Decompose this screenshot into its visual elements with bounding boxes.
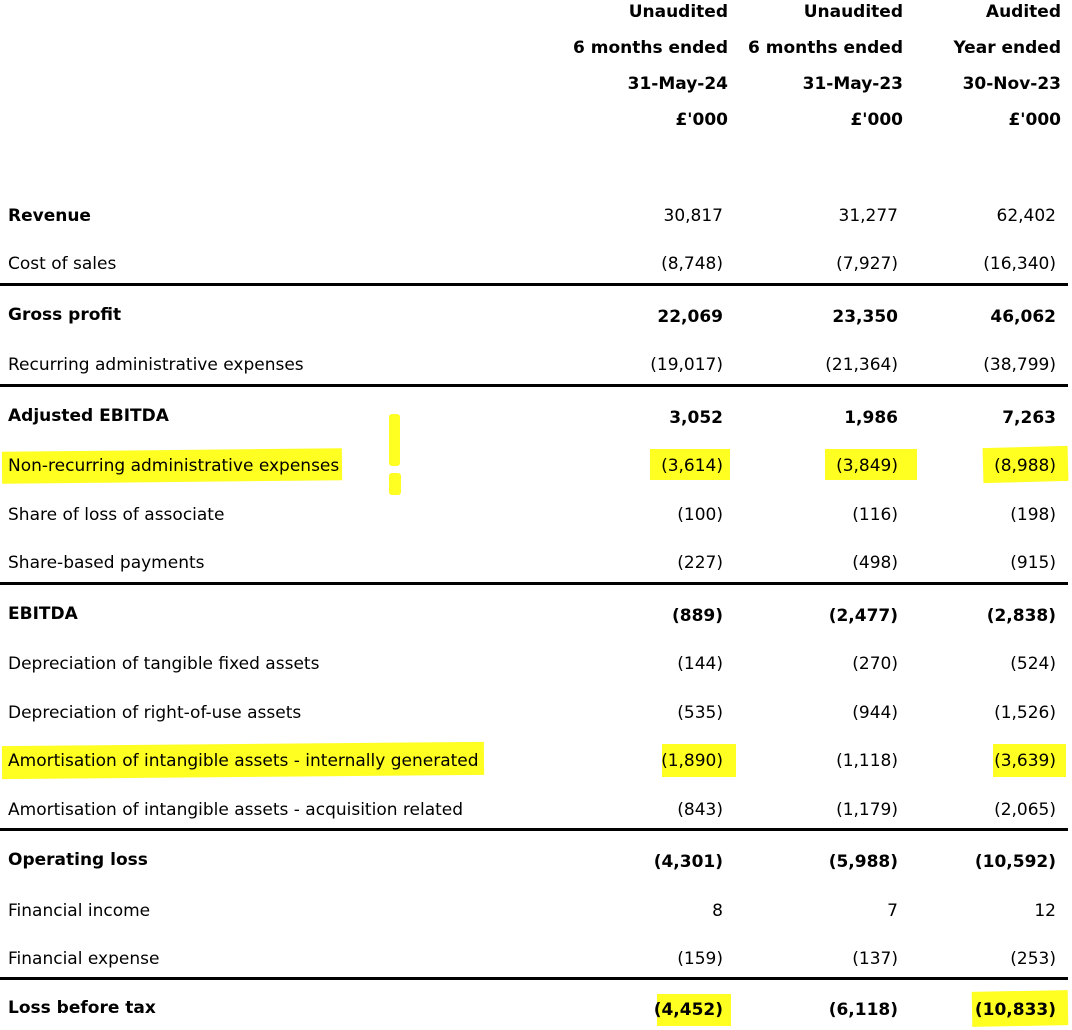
- value-col3: (3,639): [994, 751, 1056, 771]
- header-unit: £'000: [850, 110, 903, 130]
- value-col2: (498): [852, 553, 898, 573]
- value-col1: (843): [677, 800, 723, 820]
- value-col2: (6,118): [828, 1000, 898, 1020]
- rule-operating-loss: [0, 828, 1068, 831]
- value-col3: 7,263: [1002, 408, 1056, 428]
- row-label: Cost of sales: [8, 254, 117, 274]
- header-status: Unaudited: [628, 2, 728, 22]
- value-col1: 3,052: [669, 408, 723, 428]
- row-label: Depreciation of tangible fixed assets: [8, 654, 320, 674]
- value-col3: (1,526): [994, 703, 1056, 723]
- header-status: Unaudited: [803, 2, 903, 22]
- value-col2: (2,477): [828, 606, 898, 626]
- header-date: 31-May-24: [627, 74, 728, 94]
- rule-gross-profit: [0, 283, 1068, 286]
- value-col2: (5,988): [828, 852, 898, 872]
- header-status: Audited: [985, 2, 1061, 22]
- row-label: Financial expense: [8, 949, 160, 969]
- row-label: Loss before tax: [8, 998, 156, 1018]
- value-col1: (8,748): [661, 254, 723, 274]
- value-col2: 23,350: [832, 307, 898, 327]
- header-unit: £'000: [675, 110, 728, 130]
- header-period: 6 months ended: [572, 38, 728, 58]
- value-col2: 1,986: [844, 408, 898, 428]
- header-date: 31-May-23: [802, 74, 903, 94]
- row-label: Gross profit: [8, 305, 122, 325]
- header-period: 6 months ended: [747, 38, 903, 58]
- value-col3: (253): [1010, 949, 1056, 969]
- row-label: Financial income: [8, 901, 151, 921]
- value-col2: (7,927): [836, 254, 898, 274]
- value-col3: (2,065): [994, 800, 1056, 820]
- value-col3: (8,988): [994, 456, 1056, 476]
- value-col3: (38,799): [983, 355, 1056, 375]
- row-label: Amortisation of intangible assets - acquisition related: [8, 800, 464, 820]
- row-label: Recurring administrative expenses: [8, 355, 304, 375]
- value-col3: (16,340): [983, 254, 1056, 274]
- value-col1: (535): [677, 703, 723, 723]
- value-col1: (889): [671, 606, 723, 626]
- value-col1: 8: [712, 901, 723, 921]
- value-col2: (944): [852, 703, 898, 723]
- value-col3: 46,062: [990, 307, 1056, 327]
- value-col1: (19,017): [650, 355, 723, 375]
- value-col1: (3,614): [661, 456, 723, 476]
- value-col1: (159): [677, 949, 723, 969]
- value-col2: (116): [852, 505, 898, 525]
- value-col1: (1,890): [661, 751, 723, 771]
- value-col1: (4,301): [653, 852, 723, 872]
- value-col1: (4,452): [653, 1000, 723, 1020]
- value-col1: 30,817: [663, 206, 723, 226]
- row-label: EBITDA: [8, 604, 78, 624]
- value-col3: 12: [1034, 901, 1056, 921]
- value-col2: (3,849): [836, 456, 898, 476]
- value-col2: (1,118): [836, 751, 898, 771]
- value-col2: (137): [852, 949, 898, 969]
- value-col2: 31,277: [838, 206, 898, 226]
- value-col2: (1,179): [836, 800, 898, 820]
- value-col1: (144): [677, 654, 723, 674]
- header-period: Year ended: [953, 38, 1061, 58]
- rule-adjusted-ebitda: [0, 384, 1068, 387]
- header-date: 30-Nov-23: [962, 74, 1061, 94]
- highlight-mark-exclamation-bar: [389, 414, 400, 466]
- rule-ebitda: [0, 582, 1068, 585]
- header-unit: £'000: [1008, 110, 1061, 130]
- row-label: Revenue: [8, 206, 91, 226]
- value-col3: (915): [1010, 553, 1056, 573]
- row-label: Depreciation of right-of-use assets: [8, 703, 302, 723]
- row-label: Non-recurring administrative expenses: [8, 456, 340, 476]
- row-label: Amortisation of intangible assets - internally generated: [8, 751, 479, 771]
- value-col3: (524): [1010, 654, 1056, 674]
- value-col3: (2,838): [986, 606, 1056, 626]
- value-col2: 7: [887, 901, 898, 921]
- value-col1: (227): [677, 553, 723, 573]
- value-col3: (10,592): [974, 852, 1056, 872]
- value-col3: 62,402: [996, 206, 1056, 226]
- value-col2: (21,364): [825, 355, 898, 375]
- value-col1: 22,069: [657, 307, 723, 327]
- highlight-mark-exclamation-dot: [389, 473, 401, 495]
- row-label: Operating loss: [8, 850, 148, 870]
- value-col1: (100): [677, 505, 723, 525]
- row-label: Share-based payments: [8, 553, 205, 573]
- value-col3: (198): [1010, 505, 1056, 525]
- row-label: Share of loss of associate: [8, 505, 225, 525]
- row-label: Adjusted EBITDA: [8, 406, 169, 426]
- rule-loss-before-tax: [0, 977, 1068, 980]
- value-col2: (270): [852, 654, 898, 674]
- value-col3: (10,833): [974, 1000, 1056, 1020]
